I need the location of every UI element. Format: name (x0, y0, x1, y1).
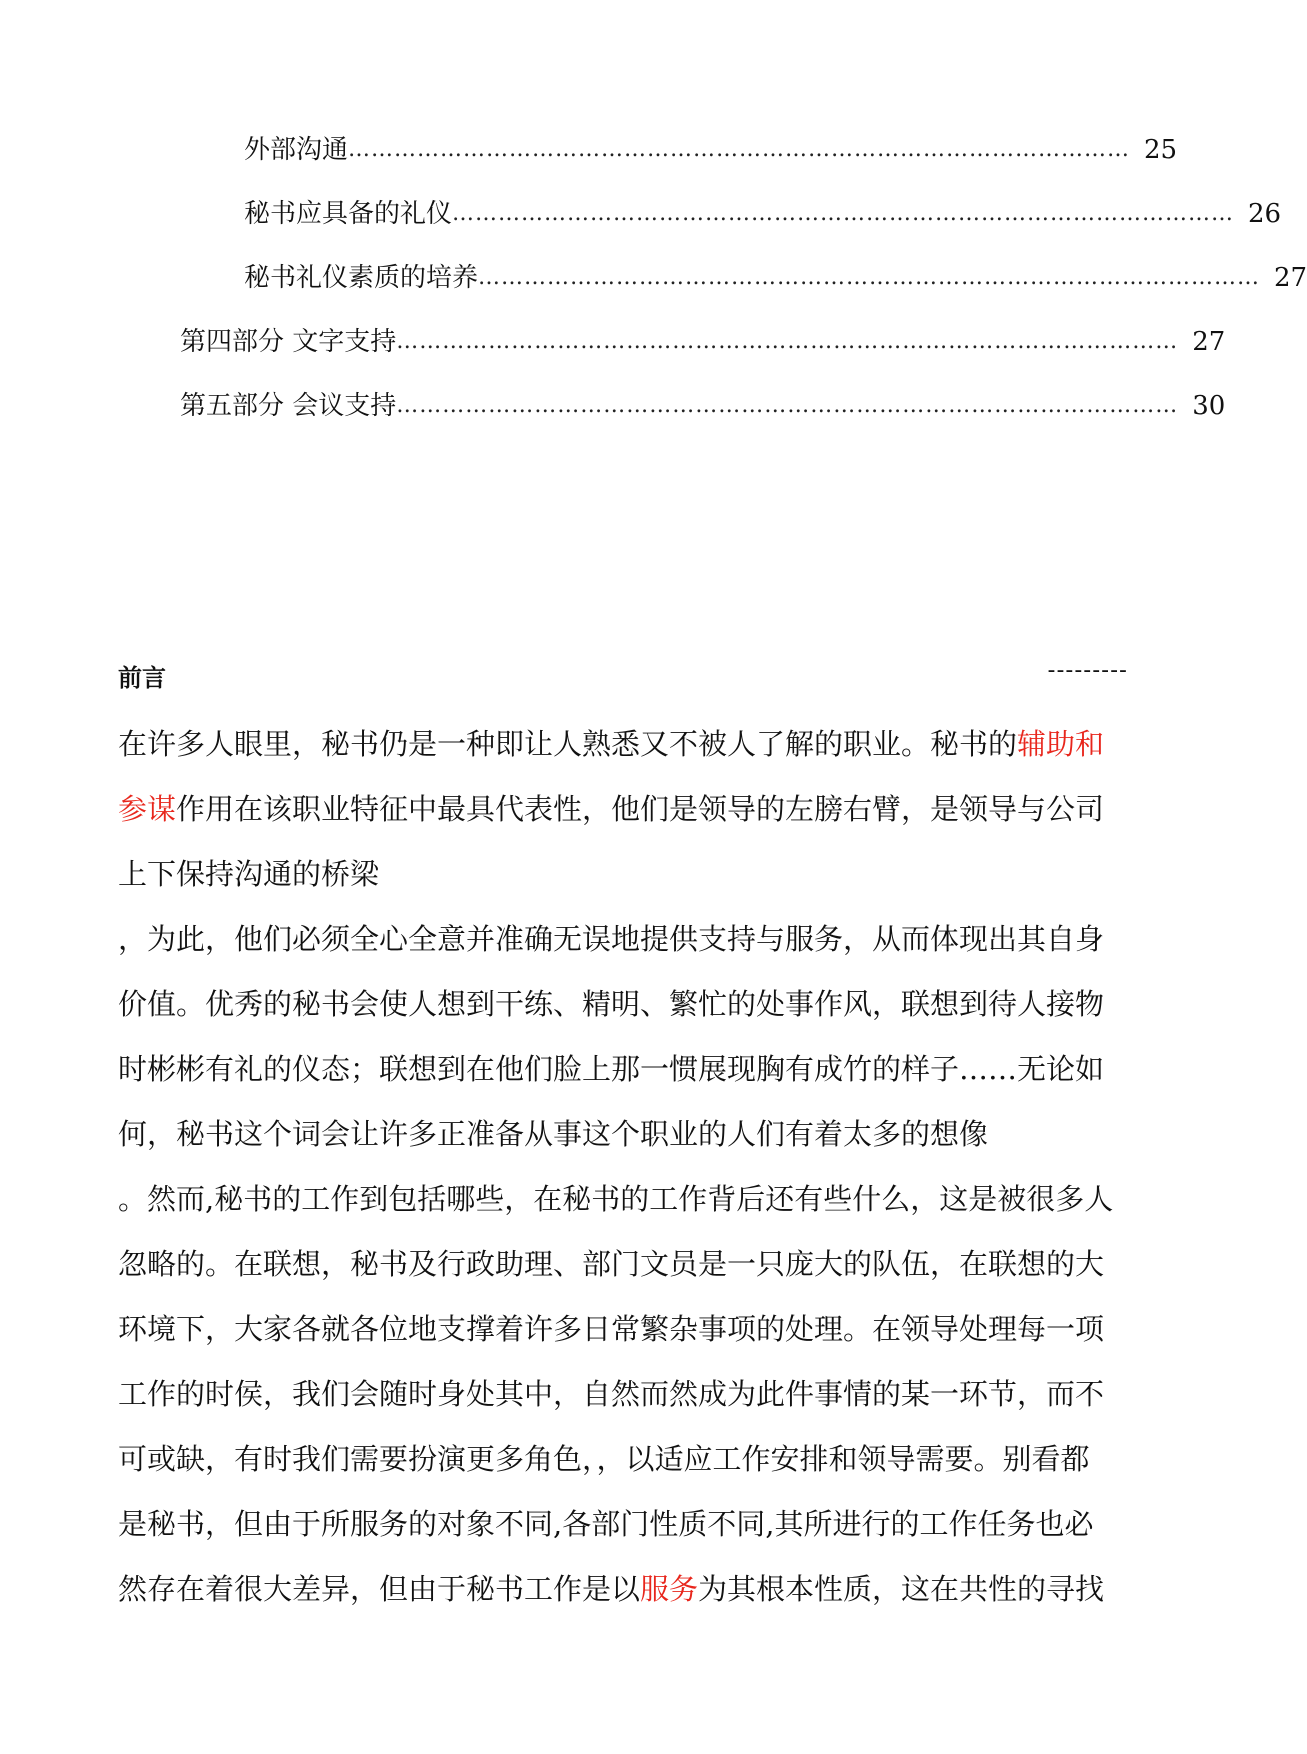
toc-leader-dots: ………………………………………………………………………………………… (396, 393, 1179, 418)
body-line: 工作的时侯，我们会随时身处其中，自然而然成为此件事情的某一环节，而不 (118, 1377, 1105, 1411)
toc-entry-title: 外部沟通 (244, 135, 349, 165)
toc-entry-page: 30 (1192, 391, 1226, 421)
toc-entry-title: 第五部分 会议支持 (180, 391, 397, 421)
toc-entry-title: 第四部分 文字支持 (180, 327, 397, 357)
body-line: 环境下，大家各就各位地支撑着许多日常繁杂事项的处理。在领导处理每一项 (118, 1312, 1105, 1346)
toc-entry-page: 26 (1248, 199, 1282, 229)
body-line: 时彬彬有礼的仪态；联想到在他们脸上那一惯展现胸有成竹的样子……无论如 (118, 1052, 1105, 1086)
body-line: 参谋作用在该职业特征中最具代表性，他们是领导的左膀右臂，是领导与公司 (118, 792, 1105, 826)
toc-entry-page: 25 (1144, 135, 1178, 165)
body-line: 然存在着很大差异，但由于秘书工作是以服务为其根本性质，这在共性的寻找 (118, 1572, 1105, 1606)
toc-entry[interactable] (244, 194, 1282, 234)
toc-leader-dots: ………………………………………………………………………………………… (452, 201, 1235, 226)
preface-body (118, 712, 1123, 1622)
toc-entry[interactable] (244, 258, 1307, 298)
toc-entry[interactable] (244, 130, 1178, 170)
body-line: 价值。优秀的秘书会使人想到干练、精明、繁忙的处事作风，联想到待人接物 (118, 987, 1105, 1021)
preface-dash-rule: --------- (1047, 658, 1128, 683)
toc-leader-dots: ………………………………………………………………………………………… (478, 265, 1261, 290)
preface-title: 前言 (118, 664, 166, 692)
highlight-text: 服务 (640, 1572, 699, 1606)
body-line: 是秘书，但由于所服务的对象不同,各部门性质不同,其所进行的工作任务也必 (118, 1507, 1094, 1541)
toc-entry-page: 27 (1274, 263, 1307, 293)
body-line: 在许多人眼里，秘书仍是一种即让人熟悉又不被人了解的职业。秘书的辅助和 (118, 727, 1105, 761)
toc-leader-dots: ………………………………………………………………………………………… (348, 137, 1131, 162)
toc-entry[interactable] (180, 386, 1226, 426)
body-line: 何，秘书这个词会让许多正准备从事这个职业的人们有着太多的想像 (118, 1117, 989, 1151)
body-line: ，为此，他们必须全心全意并准确无误地提供支持与服务，从而体现出其自身 (118, 922, 1105, 956)
preface-header (118, 658, 1128, 694)
highlight-text: 辅助和 (1017, 727, 1105, 761)
toc-entry[interactable] (180, 322, 1226, 362)
body-line: 。然而,秘书的工作到包括哪些，在秘书的工作背后还有些什么，这是被很多人 (118, 1182, 1114, 1216)
body-line: 忽略的。在联想，秘书及行政助理、部门文员是一只庞大的队伍，在联想的大 (118, 1247, 1105, 1281)
toc-entry-title: 秘书礼仪素质的培养 (244, 263, 479, 293)
highlight-text: 参谋 (118, 792, 177, 826)
toc-entry-title: 秘书应具备的礼仪 (244, 199, 453, 229)
toc-entry-page: 27 (1192, 327, 1226, 357)
toc-leader-dots: ………………………………………………………………………………………… (396, 329, 1179, 354)
body-line: 上下保持沟通的桥梁 (118, 857, 380, 891)
body-line: 可或缺，有时我们需要扮演更多角色，，以适应工作安排和领导需要。别看都 (118, 1442, 1090, 1476)
